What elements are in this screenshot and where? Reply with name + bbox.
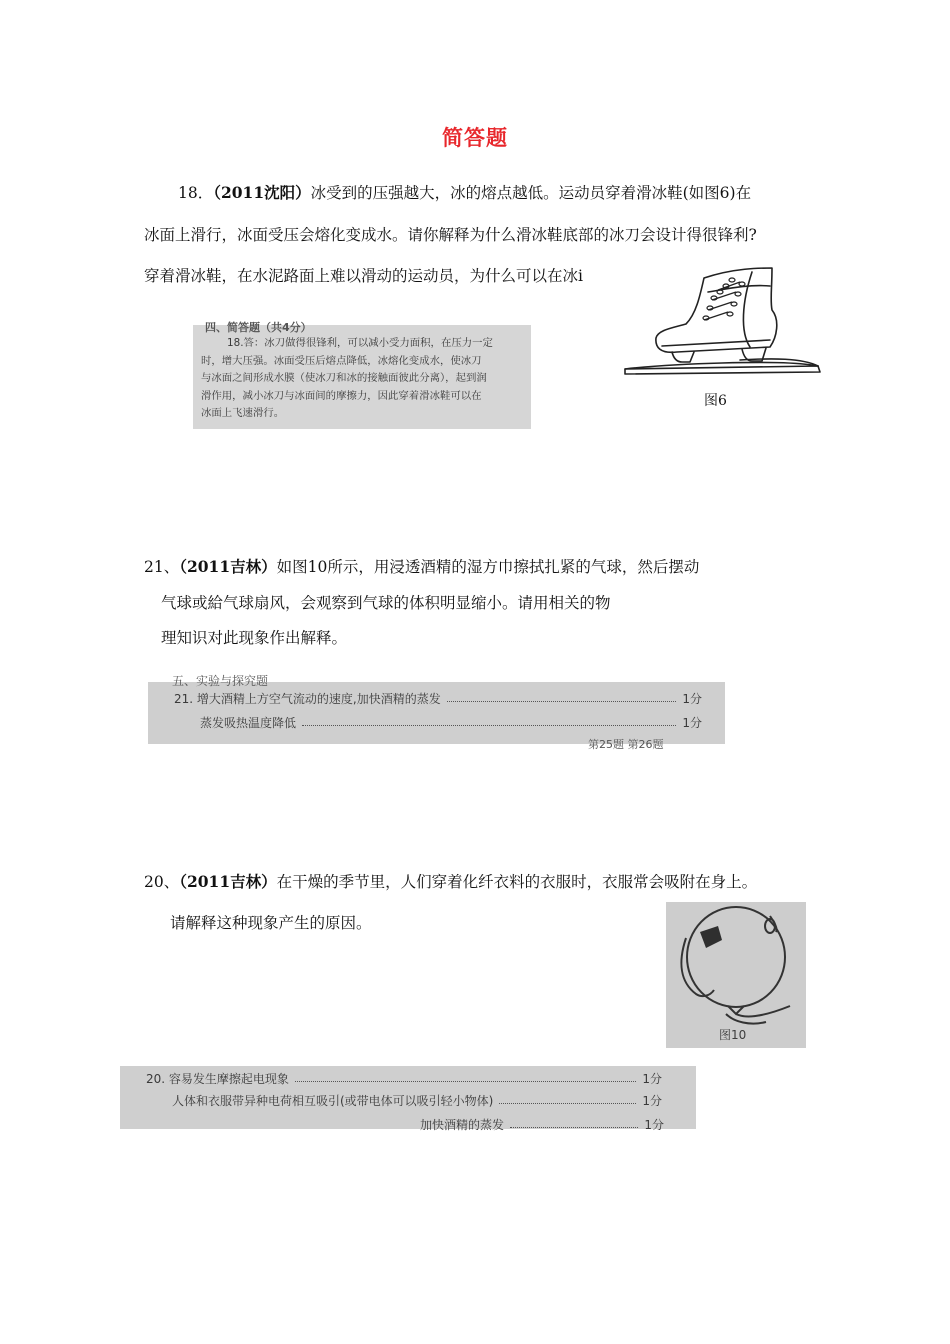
q21-answer-row: [200, 714, 702, 731]
q21-line2: 气球或給气球扇风，会观察到气球的体积明显缩小。请用相关的物: [161, 594, 611, 612]
q20-answer-score: 1分: [642, 1072, 662, 1086]
q20-line2: 请解释这种现象产生的原因。: [170, 914, 372, 932]
q20-line1: [144, 872, 757, 892]
q18-answer-header: 四、简答题（共4分）: [205, 321, 312, 334]
q20-text1: 在干燥的季节里，人们穿着化纤衣料的衣服时，衣服常会吸附在身上。: [276, 873, 758, 891]
q21-answer-scan: [148, 674, 725, 751]
q21-answer-row: [174, 690, 702, 707]
balloon-figure: [666, 902, 806, 1048]
skate-illustration: [622, 262, 822, 387]
q18-number: 18．: [178, 184, 214, 202]
q21-answer-score: 1分: [682, 716, 702, 730]
q20-source: （2011吉林）: [179, 872, 277, 891]
q21-source: （2011吉林）: [179, 557, 277, 576]
q20-number: 20、: [144, 873, 180, 891]
q20-answer-text: 加快酒精的蒸发: [420, 1118, 505, 1132]
leader-dots: [499, 1103, 636, 1104]
q18-source: （2011沈阳）: [213, 183, 311, 202]
q18-answer-line: 滑作用，减小冰刀与冰面间的摩擦力，因此穿着滑冰鞋可以在: [201, 389, 482, 402]
q18-line2: 冰面上滑行，冰面受压会熔化变成水。请你解释为什么滑冰鞋底部的冰刀会设计得很锋利?: [144, 226, 757, 244]
q20-answer-row: [172, 1092, 662, 1109]
q21-line1: [144, 557, 699, 577]
q20-answer-row: [146, 1070, 662, 1087]
q21-answer-text: 蒸发吸热温度降低: [200, 716, 297, 730]
q20-answer-score: 1分: [642, 1094, 662, 1108]
q21-answer-top: 五、实验与探究题: [172, 674, 269, 688]
q18-line3: 穿着滑冰鞋，在水泥路面上难以滑动的运动员，为什么可以在冰i: [144, 267, 583, 285]
page-title: 简答题: [442, 125, 508, 150]
q20-answer-text: 20. 容易发生摩擦起电现象: [146, 1072, 289, 1086]
q21-text1: 如图10所示，用浸透酒精的湿方巾擦拭扎紧的气球，然后摆动: [276, 558, 700, 576]
q20-answer-scan: [120, 1066, 696, 1132]
leader-dots: [447, 701, 677, 702]
q18-answer-body: [201, 335, 493, 423]
q18-text1: 冰受到的压强越大，冰的熔点越低。运动员穿着滑冰鞋(如图6)在: [310, 184, 752, 202]
q18-answer-scan: [193, 321, 531, 429]
q21-answer-text: 21. 增大酒精上方空气流动的速度,加快酒精的蒸发: [174, 692, 441, 706]
figure6-caption: 图6: [704, 393, 727, 409]
q18-answer-line: 与冰面之间形成水膜（使冰刀和冰的接触面彼此分离），起到润: [201, 372, 487, 384]
q18-answer-line: 时，增大压强。冰面受压后熔点降低，冰熔化变成水，使冰刀: [201, 354, 482, 367]
leader-dots: [510, 1127, 638, 1128]
figure10-caption: 图10: [719, 1028, 747, 1042]
q20-answer-text: 人体和衣服带异种电荷相互吸引(或带电体可以吸引轻小物体): [172, 1094, 494, 1108]
q21-answer-score: 1分: [682, 692, 702, 706]
q21-answer-bottom: 第25题 第26题: [588, 738, 664, 751]
q20-answer-score: 1分: [644, 1118, 664, 1132]
leader-dots: [295, 1081, 636, 1082]
q18-answer-line: 冰面上飞速滑行。: [201, 407, 285, 419]
q21-number: 21、: [144, 558, 180, 576]
skate-figure: [622, 262, 822, 387]
q20-answer-row: [420, 1116, 664, 1133]
q21-line3: 理知识对此现象作出解释。: [161, 629, 348, 647]
q18-line1: [178, 183, 751, 203]
q18-answer-line: 18.答：冰刀做得很锋利，可以减小受力面积，在压力一定: [227, 337, 493, 349]
leader-dots: [302, 725, 676, 726]
